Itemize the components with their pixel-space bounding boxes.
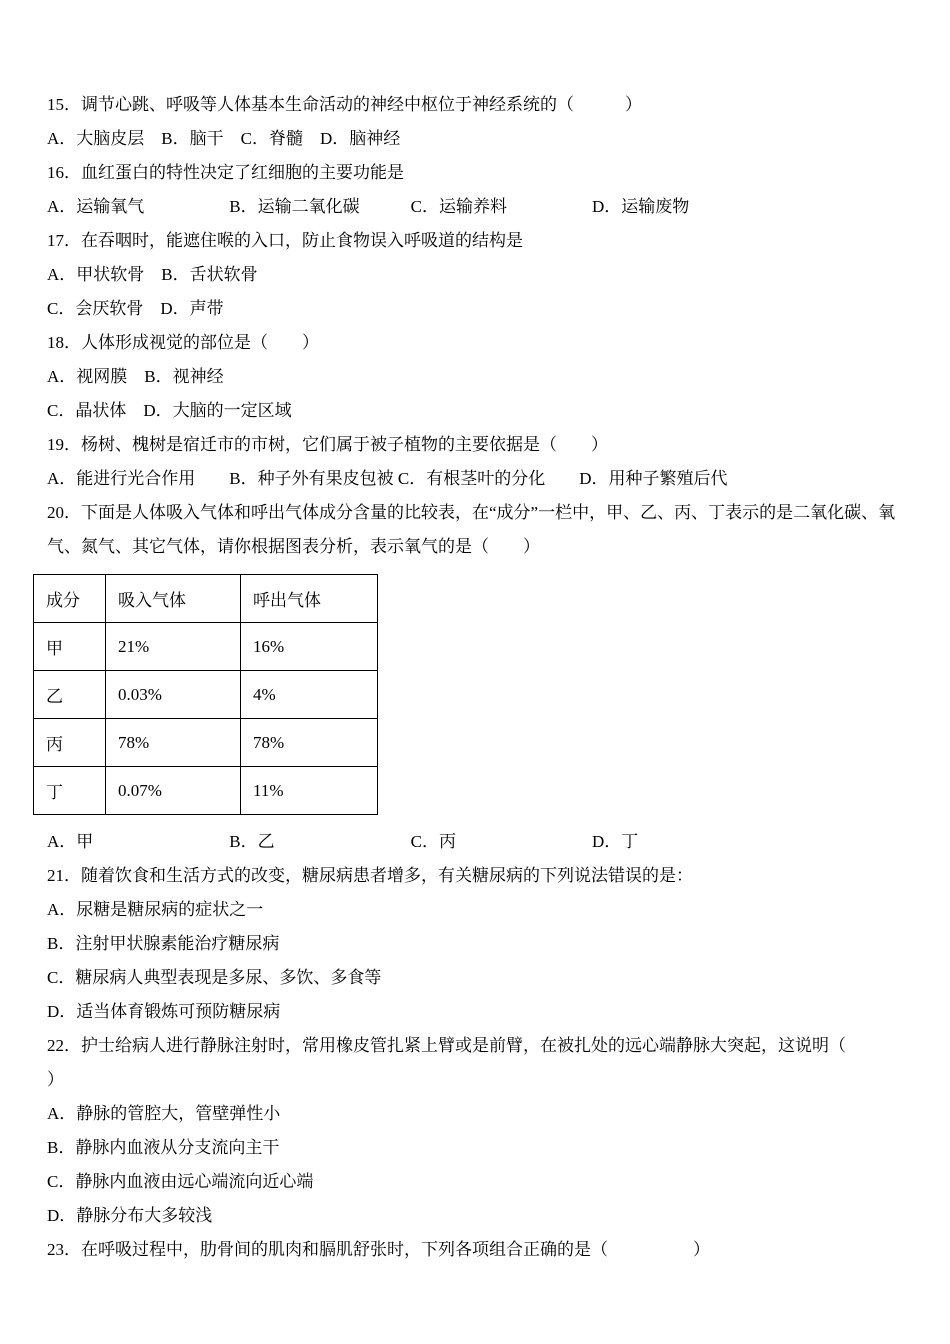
gas-table-cell: 0.03%	[106, 671, 241, 719]
question-18	[47, 326, 905, 428]
gas-table-cell: 0.07%	[106, 767, 241, 815]
gas-table-cell: 丁	[34, 767, 106, 815]
question-18-stem: 18．人体形成视觉的部位是（ ）	[47, 333, 319, 352]
gas-table-cell: 丙	[34, 719, 106, 767]
question-18-options-line-cd: C．晶状体 D．大脑的一定区域	[47, 401, 292, 420]
question-21-option-c: C．糖尿病人典型表现是多尿、多饮、多食等	[47, 968, 382, 987]
gas-table-cell: 4%	[241, 671, 378, 719]
question-17-options-line-cd: C．会厌软骨 D．声带	[47, 299, 224, 318]
question-17-options-line-ab: A．甲状软骨 B．舌状软骨	[47, 265, 258, 284]
gas-table-cell: 21%	[106, 623, 241, 671]
question-22-stem: 22．护士给病人进行静脉注射时，常用橡皮管扎紧上臂或是前臂，在被扎处的远心端静脉大突起，这说明（ ）	[47, 1036, 897, 1089]
question-21	[47, 859, 905, 1029]
gas-table-cell: 16%	[241, 623, 378, 671]
question-15-stem: 15．调节心跳、呼吸等人体基本生命活动的神经中枢位于神经系统的（ ）	[47, 95, 642, 114]
question-21-option-d: D．适当体育锻炼可预防糖尿病	[47, 1002, 281, 1021]
question-15-options-line: A．大脑皮层 B．脑干 C．脊髓 D．脑神经	[47, 129, 401, 148]
gas-table-header-row	[34, 575, 378, 623]
question-22-option-a: A．静脉的管腔大，管壁弹性小	[47, 1104, 281, 1123]
gas-table-cell: 78%	[241, 719, 378, 767]
question-17-stem: 17．在吞咽时，能遮住喉的入口，防止食物误入呼吸道的结构是	[47, 231, 523, 250]
question-23	[47, 1233, 905, 1267]
gas-table-row-ding	[34, 767, 378, 815]
gas-table-row-jia	[34, 623, 378, 671]
question-22-option-d: D．静脉分布大多较浅	[47, 1206, 213, 1225]
gas-table-cell: 11%	[241, 767, 378, 815]
question-17	[47, 224, 905, 326]
gas-table-header-exhaled: 呼出气体	[241, 575, 378, 623]
question-21-option-a: A．尿糖是糖尿病的症状之一	[47, 900, 264, 919]
question-18-options-line-ab: A．视网膜 B．视神经	[47, 367, 224, 386]
question-19-options-line: A．能进行光合作用 B．种子外有果皮包被 C．有根茎叶的分化 D．用种子繁殖后代	[47, 469, 728, 488]
gas-table-cell: 78%	[106, 719, 241, 767]
question-20-stem: 20．下面是人体吸入气体和呼出气体成分含量的比较表，在“成分”一栏中，甲、乙、丙、丁表示的是二氧化碳、氧气、氮气、其它气体，请你根据图表分析，表示氧气的是（ ）	[47, 503, 896, 556]
question-23-stem: 23．在呼吸过程中，肋骨间的肌肉和膈肌舒张时，下列各项组合正确的是（ ）	[47, 1240, 710, 1259]
question-21-option-b: B．注射甲状腺素能治疗糖尿病	[47, 934, 280, 953]
question-22-option-b: B．静脉内血液从分支流向主干	[47, 1138, 280, 1157]
gas-table-header-inhaled: 吸入气体	[106, 575, 241, 623]
question-16	[47, 156, 905, 224]
question-16-stem: 16．血红蛋白的特性决定了红细胞的主要功能是	[47, 163, 404, 182]
question-16-options-line: A．运输氧气 B．运输二氧化碳 C．运输养料 D．运输废物	[47, 197, 690, 216]
question-20-options-line: A．甲 B．乙 C．丙 D．丁	[47, 832, 639, 851]
question-21-stem: 21．随着饮食和生活方式的改变，糖尿病患者增多，有关糖尿病的下列说法错误的是：	[47, 866, 693, 885]
question-22	[47, 1029, 905, 1233]
gas-table-header-component: 成分	[34, 575, 106, 623]
question-22-option-c: C．静脉内血液由远心端流向近心端	[47, 1172, 314, 1191]
question-19	[47, 428, 905, 496]
gas-table-row-yi	[34, 671, 378, 719]
question-15	[47, 88, 905, 156]
gas-table-cell: 甲	[34, 623, 106, 671]
gas-table-cell: 乙	[34, 671, 106, 719]
question-19-stem: 19．杨树、槐树是宿迁市的市树，它们属于被子植物的主要依据是（ ）	[47, 435, 608, 454]
gas-composition-table	[33, 574, 378, 815]
question-20	[47, 496, 905, 859]
gas-table-row-bing	[34, 719, 378, 767]
